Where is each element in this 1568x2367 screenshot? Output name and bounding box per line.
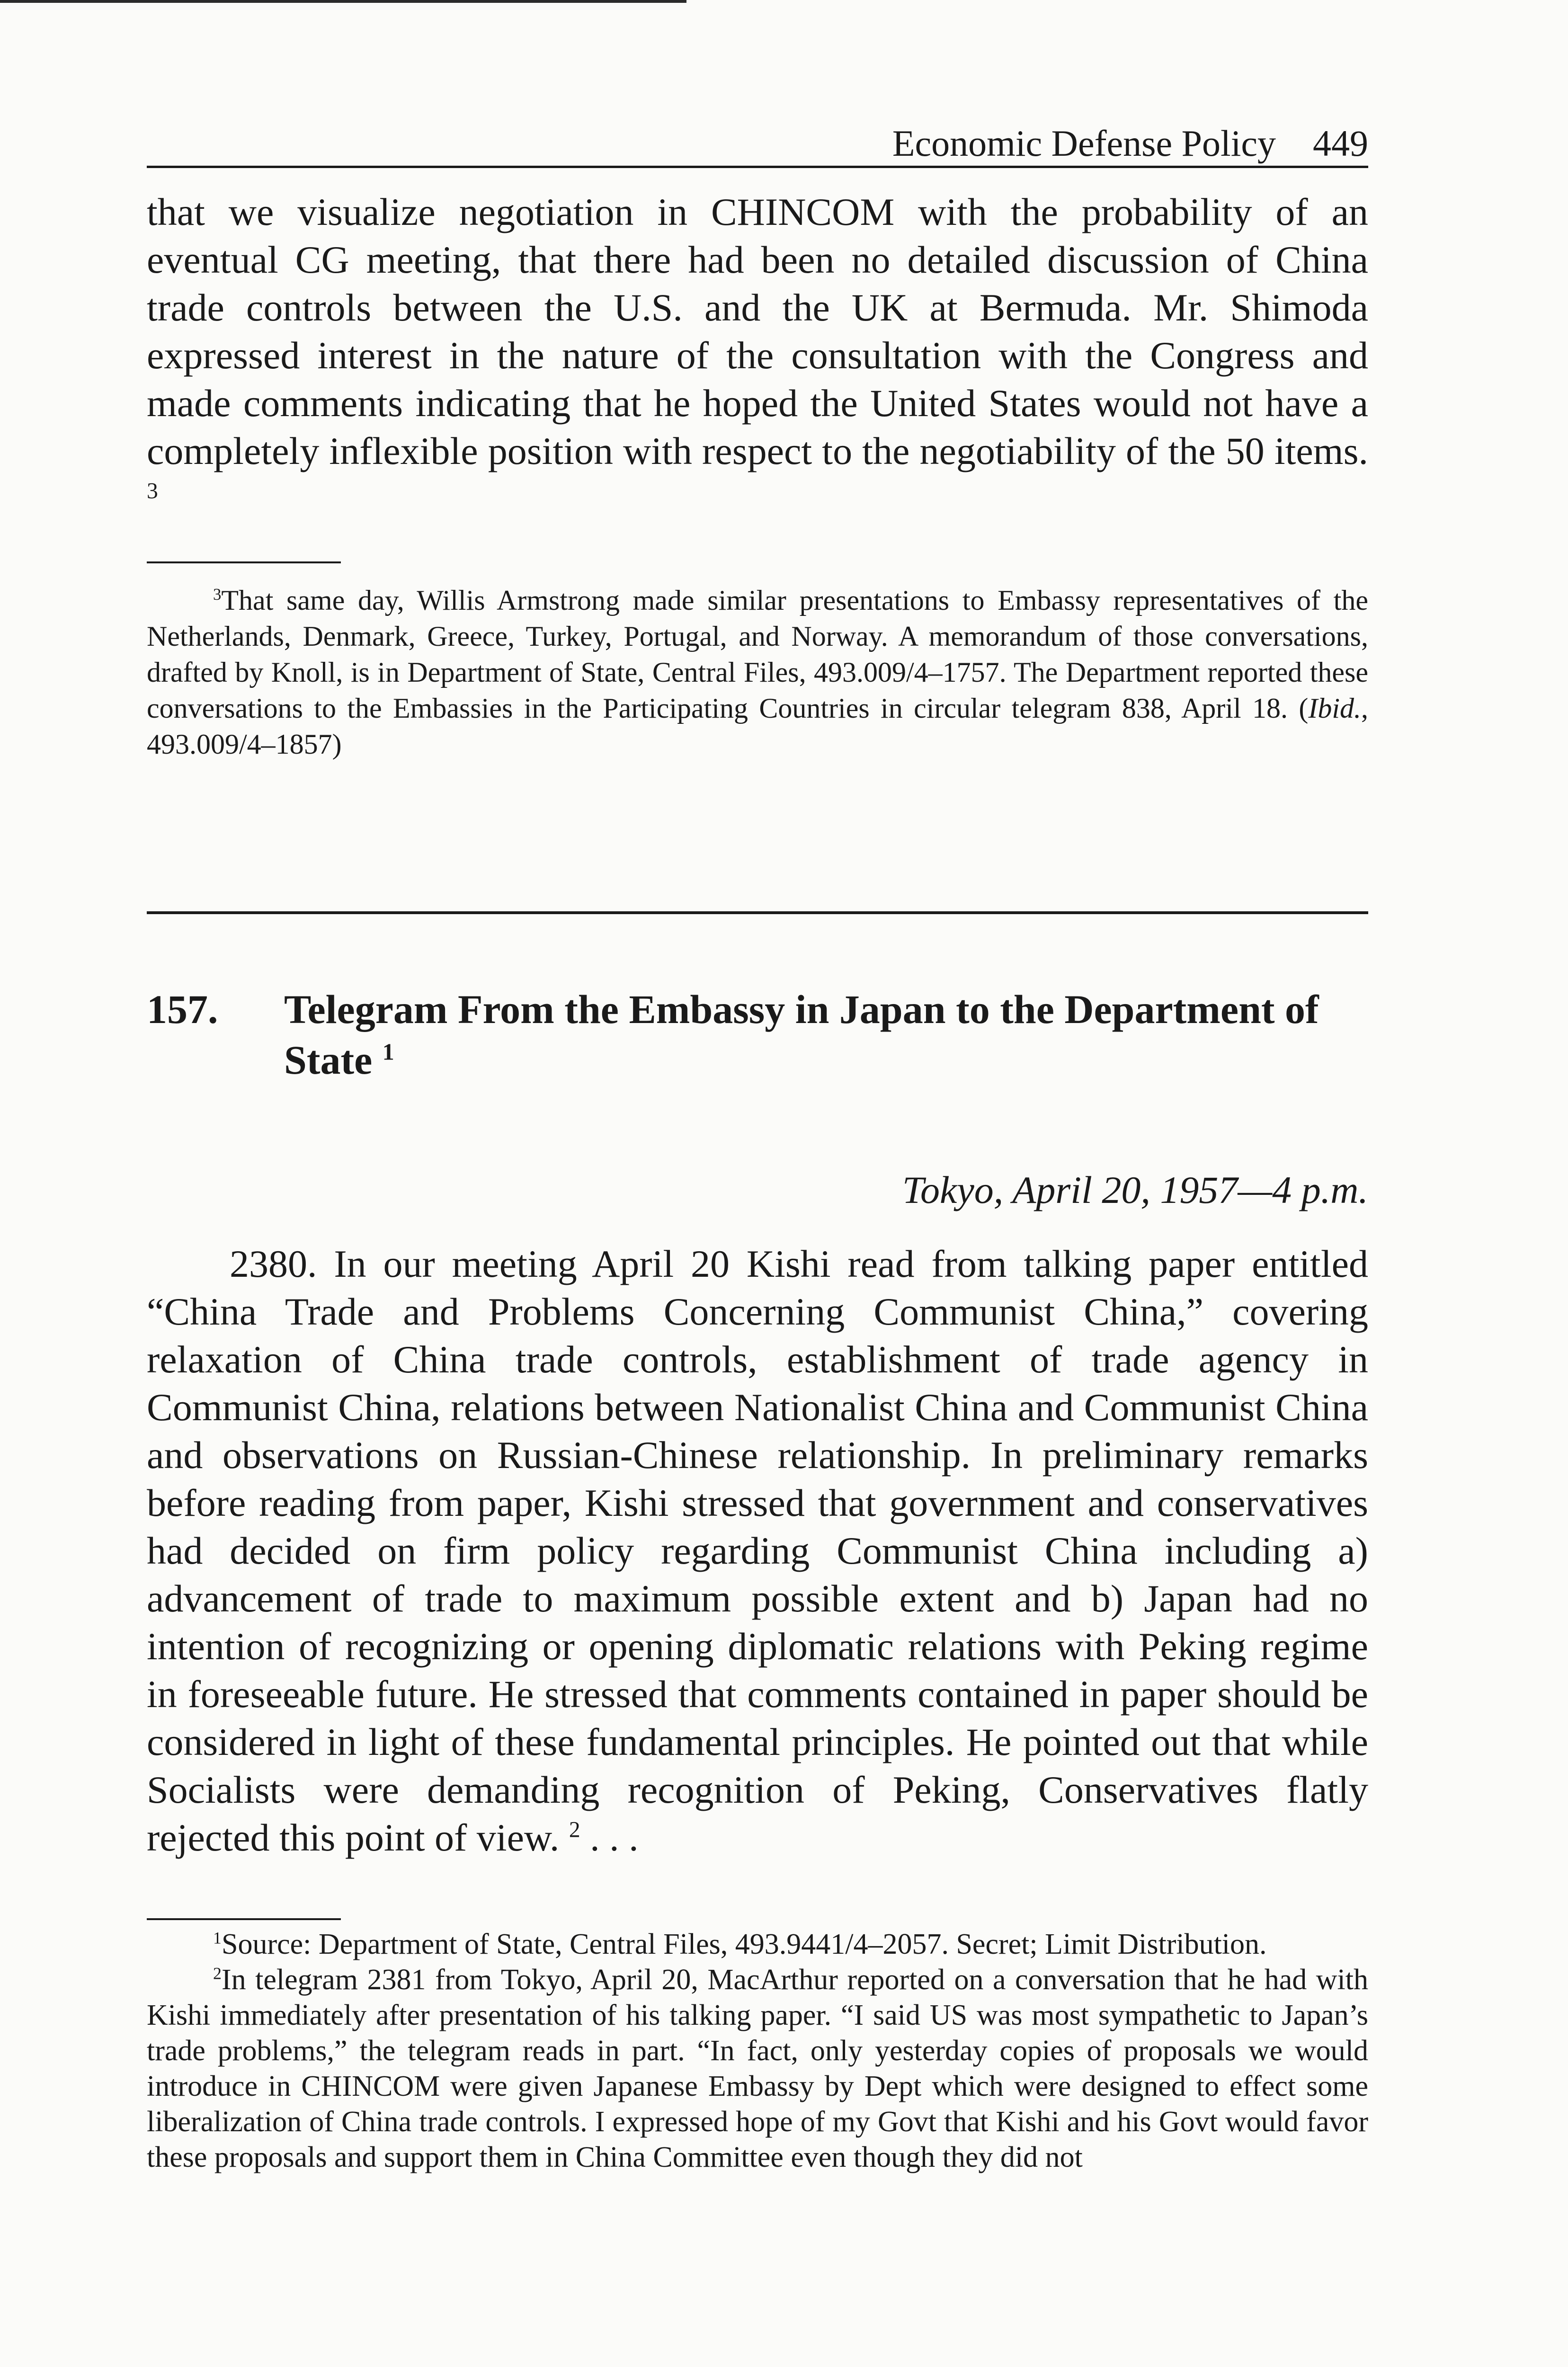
footnote-1-text: Source: Department of State, Central Files, 493.9441/4–2057. Secret; Limit Distribution.	[221, 1928, 1267, 1960]
telegram-body-text: 2380. In our meeting April 20 Kishi read from talking paper entitled “China Trade and Problems Concerning Communist China,” covering relaxation of China trade controls, establishment of trade agency in Communist China, relations between Nationalist China and Communist China and observations on Russian-Chinese relationship. In preliminary remarks before reading from paper, Kishi stressed that government and conservatives had decided on firm policy regarding Communist China including a) advancement of trade to maximum possible extent and b) Japan had no intention of recognizing or opening diplomatic relations with Peking regime in foreseeable future. He stressed that comments contained in paper should be considered in light of these fundamental principles. He pointed out that while Socialists were demanding recognition of Peking, Conservatives flatly rejected this point of view.	[147, 1242, 1368, 1859]
ellipsis: . . .	[590, 1816, 639, 1859]
footnote-3-text: That same day, Willis Armstrong made similar presentations to Embassy representatives of the Netherlands, Denmark, Greece, Turkey, Portugal, and Norway. A memorandum of those conversations, drafted by Knoll, is in Department of State, Central Files, 493.009/4–1757. The Department reported these conversations to the Embassies in the Participating Countries in circular telegram 838, April 18. (	[147, 585, 1368, 724]
scan-edge-mark	[0, 0, 686, 3]
footnote-ref-2[interactable]: 2	[569, 1817, 580, 1842]
footnote-rule	[147, 561, 341, 563]
footnote-marker-3: 3	[213, 585, 222, 604]
footnote-3	[147, 582, 1368, 762]
footnotes	[147, 1927, 1368, 2175]
footnote-ref-1[interactable]: 1	[382, 1039, 394, 1065]
footnote-3-ibid: Ibid.	[1308, 693, 1361, 724]
footnote-rule-2	[147, 1918, 341, 1920]
telegram-body	[147, 1240, 1368, 1861]
footnote-2	[147, 1962, 1368, 2175]
footnote-3-citation: , 493.009/4–1857)	[147, 693, 1368, 760]
footnote-marker-2: 2	[213, 1964, 222, 1983]
footnote-marker-1: 1	[213, 1928, 222, 1948]
document-page	[147, 123, 1368, 2175]
running-head	[147, 123, 1368, 168]
continuation-text: that we visualize negotiation in CHINCOM with the probability of an eventual CG meeting, that there had been no detailed discussion of China trade controls between the U.S. and the UK at Bermuda. Mr. Shimoda expressed interest in the nature of the consultation with the Congress and made comments indicating that he hoped the United States would not have a completely inflexible position with respect to the negotiability of the 50 items.	[147, 190, 1368, 472]
continuation-paragraph	[147, 188, 1368, 523]
document-title-text: Telegram From the Embassy in Japan to the Department of State	[284, 987, 1319, 1083]
document-title	[284, 984, 1368, 1086]
footnote-1	[147, 1927, 1368, 1962]
footnote-2-text: In telegram 2381 from Tokyo, April 20, MacArthur reported on a conversation that he had with Kishi immediately after presentation of his talking paper. “I said US was most sympathetic to Japan’s trade problems,” the telegram reads in part. “In fact, only yesterday copies of proposals we would introduce in CHINCOM were given Japanese Embassy by Dept which were designed to effect some liberalization of China trade controls. I expressed hope of my Govt that Kishi and his Govt would favor these proposals and support them in China Committee even though they did not	[147, 1964, 1368, 2173]
dateline: Tokyo, April 20, 1957—4 p.m.	[902, 1168, 1368, 1211]
page-number: 449	[1313, 123, 1368, 164]
document-number: 157.	[147, 987, 218, 1032]
footnote-ref-3[interactable]: 3	[147, 479, 158, 504]
running-head-title: Economic Defense Policy	[892, 123, 1276, 164]
section-divider	[147, 911, 1368, 914]
document-heading	[147, 984, 1368, 1086]
